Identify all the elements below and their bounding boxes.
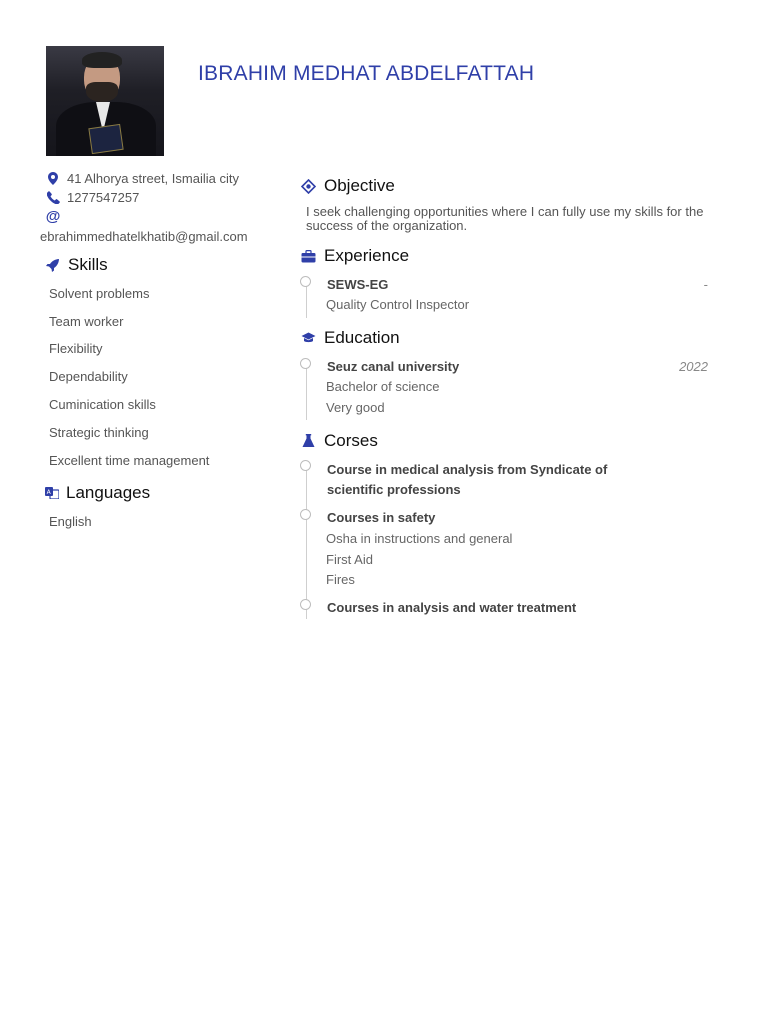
experience-timeline: [306, 283, 307, 318]
course-detail: Osha in instructions and general: [326, 531, 513, 546]
experience-company: SEWS-EG: [327, 277, 389, 292]
timeline-dot: [300, 358, 311, 369]
graduation-cap-icon: [300, 330, 316, 346]
phone-text: 1277547257: [67, 190, 140, 205]
skill-item: Flexibility: [49, 341, 103, 356]
education-title: Education: [324, 328, 400, 347]
course-title: Course in medical analysis from Syndicate of scientific professions: [327, 462, 608, 497]
address-text: 41 Alhorya street, Ismailia city: [67, 171, 239, 186]
objective-title: Objective: [324, 176, 395, 195]
rocket-icon: [44, 257, 60, 273]
courses-heading: [300, 431, 378, 451]
translate-icon: [44, 485, 60, 501]
education-school: Seuz canal university: [327, 359, 460, 374]
skill-item: Team worker: [49, 314, 124, 329]
address-line: [46, 171, 239, 186]
skills-heading: [44, 255, 108, 275]
svg-text:A: A: [46, 489, 51, 496]
phone-icon: [46, 191, 60, 205]
skill-item: Strategic thinking: [49, 425, 149, 440]
email-text[interactable]: ebrahimmedhatelkhatib@gmail.com: [40, 229, 248, 244]
language-item: English: [49, 514, 92, 529]
skill-item: Cuminication skills: [49, 397, 156, 412]
experience-date: -: [703, 277, 708, 292]
education-degree: Bachelor of science: [326, 379, 440, 394]
courses-title: Corses: [324, 431, 378, 450]
course-title: Courses in analysis and water treatment: [327, 600, 577, 615]
education-timeline: [306, 365, 307, 420]
at-icon: @: [45, 207, 61, 225]
flask-icon: [300, 433, 316, 449]
briefcase-icon: [300, 248, 316, 264]
course-detail: Fires: [326, 572, 355, 587]
objective-text: I seek challenging opportunities where I can fully use my skills for the success of the organization.: [306, 204, 704, 233]
course-title: Courses in safety: [327, 510, 436, 525]
languages-heading: [44, 483, 150, 503]
education-grade: Very good: [326, 400, 385, 415]
target-icon: [300, 178, 316, 194]
skills-title: Skills: [68, 255, 108, 274]
skill-item: Solvent problems: [49, 286, 150, 301]
education-heading: [300, 328, 400, 348]
skill-item: Dependability: [49, 369, 128, 384]
experience-heading: [300, 246, 409, 266]
location-pin-icon: [46, 172, 60, 186]
courses-timeline: [306, 467, 307, 619]
skill-item: Excellent time management: [49, 453, 210, 468]
course-detail: First Aid: [326, 552, 373, 567]
profile-photo: [46, 46, 164, 156]
candidate-name: IBRAHIM MEDHAT ABDELFATTAH: [198, 62, 535, 85]
timeline-dot: [300, 460, 311, 471]
objective-heading: [300, 176, 395, 196]
email-icon-line: [46, 209, 67, 223]
timeline-dot: [300, 509, 311, 520]
experience-role: Quality Control Inspector: [326, 297, 470, 312]
languages-title: Languages: [66, 483, 151, 502]
phone-line: [46, 190, 139, 205]
education-date: 2022: [679, 359, 708, 374]
timeline-dot: [300, 599, 311, 610]
experience-title: Experience: [324, 246, 410, 265]
timeline-dot: [300, 276, 311, 287]
